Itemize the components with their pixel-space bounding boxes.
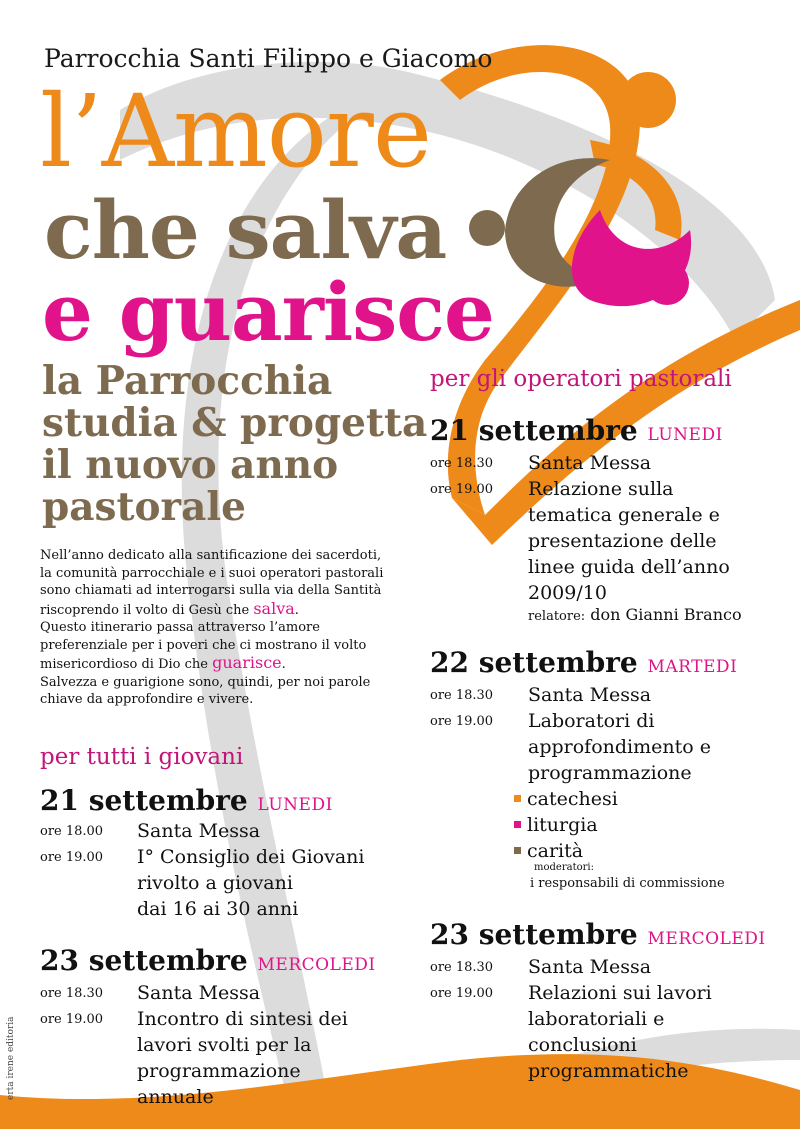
giovani-heading: per tutti i giovani (40, 744, 244, 770)
intro-line: misericordioso di Dio che guarisce. (40, 653, 286, 672)
topic-list (514, 786, 618, 864)
intro-line: la comunità parrocchiale e i suoi operatori pastorali (40, 565, 384, 581)
subtitle-line: la Parrocchia (42, 358, 333, 404)
intro-line: Questo itinerario passa attraverso l’amore (40, 620, 320, 635)
event-desc: Laboratori di approfondimento e programmazione (528, 710, 711, 784)
event-time: ore 19.00 (430, 482, 494, 497)
subtitle-line: il nuovo anno (42, 442, 339, 488)
title-line-1: l’Amore (40, 73, 431, 190)
title-line-3: e guarisce (42, 265, 494, 359)
operatori-day2-date: 22 settembre MARTEDI (430, 646, 738, 679)
intro-line: sono chiamati ad interrogarsi sulla via della Santità (40, 583, 382, 598)
subtitle (42, 360, 427, 528)
event-desc: Relazioni sui lavori laboratoriali e conclusioni programmatiche (528, 982, 712, 1082)
event-desc: Santa Messa (528, 452, 652, 474)
intro-line: chiave da approfondire e vivere. (40, 692, 254, 707)
highlight-salva: salva (253, 598, 295, 618)
event-time: ore 19.00 (430, 986, 494, 1001)
day-of-week: LUNEDI (647, 425, 723, 445)
square-bullet-icon (514, 821, 521, 828)
topic-item: liturgia (514, 812, 618, 838)
square-bullet-icon (514, 847, 521, 854)
event-time: ore 18.00 (40, 824, 104, 839)
event-desc: Relazione sulla tematica generale e presentazione delle linee guida dell’anno 2009/10 (528, 478, 730, 604)
operatori-heading: per gli operatori pastorali (430, 366, 732, 392)
intro-line: Salvezza e guarigione sono, quindi, per noi parole (40, 674, 371, 690)
event-time: ore 18.30 (40, 986, 104, 1001)
event-time: ore 19.00 (430, 714, 494, 729)
event-time: ore 18.30 (430, 960, 494, 975)
parish-name: Parrocchia Santi Filippo e Giacomo (44, 44, 493, 73)
operatori-day1-date: 21 settembre LUNEDI (430, 414, 723, 447)
square-bullet-icon (514, 795, 521, 802)
giovani-day1-date: 21 settembre LUNEDI (40, 784, 333, 817)
intro-paragraph (40, 547, 384, 709)
moderators: i responsabili di commissione (530, 876, 725, 891)
intro-line: preferenziale per i poveri che ci mostrano il volto (40, 637, 367, 653)
day-of-week: MARTEDI (647, 657, 738, 677)
moderator-label: moderatori: (534, 862, 594, 873)
event-desc: Incontro di sintesi dei lavori svolti per la programmazione annuale (137, 1008, 348, 1108)
event-time: ore 18.30 (430, 688, 494, 703)
highlight-guarisce: guarisce (212, 653, 282, 672)
intro-line: Nell’anno dedicato alla santificazione dei sacerdoti, (40, 548, 382, 563)
subtitle-line: pastorale (42, 484, 246, 530)
credit-text: erta irene editoria (6, 1016, 16, 1100)
intro-line: riscoprendo il volto di Gesù che salva. (40, 598, 299, 618)
title-line-2: che salva (44, 183, 447, 277)
event-desc: Santa Messa (137, 820, 261, 842)
event-desc: Santa Messa (137, 982, 261, 1004)
event-desc: Santa Messa (528, 684, 652, 706)
event-time: ore 18.30 (430, 456, 494, 471)
subtitle-line: studia & progetta (42, 400, 428, 446)
operatori-day3-date: 23 settembre MERCOLEDI (430, 918, 766, 951)
speaker: relatore: don Gianni Branco (528, 605, 742, 624)
event-desc: Santa Messa (528, 956, 652, 978)
day-of-week: MERCOLEDI (257, 955, 376, 975)
giovani-day2-date: 23 settembre MERCOLEDI (40, 944, 376, 977)
event-time: ore 19.00 (40, 1012, 104, 1027)
day-of-week: MERCOLEDI (647, 929, 766, 949)
topic-item: carità (514, 838, 618, 864)
day-of-week: LUNEDI (257, 795, 333, 815)
event-desc: I° Consiglio dei Giovani rivolto a giovani dai 16 ai 30 anni (137, 846, 365, 920)
topic-item: catechesi (514, 786, 618, 812)
event-time: ore 19.00 (40, 850, 104, 865)
